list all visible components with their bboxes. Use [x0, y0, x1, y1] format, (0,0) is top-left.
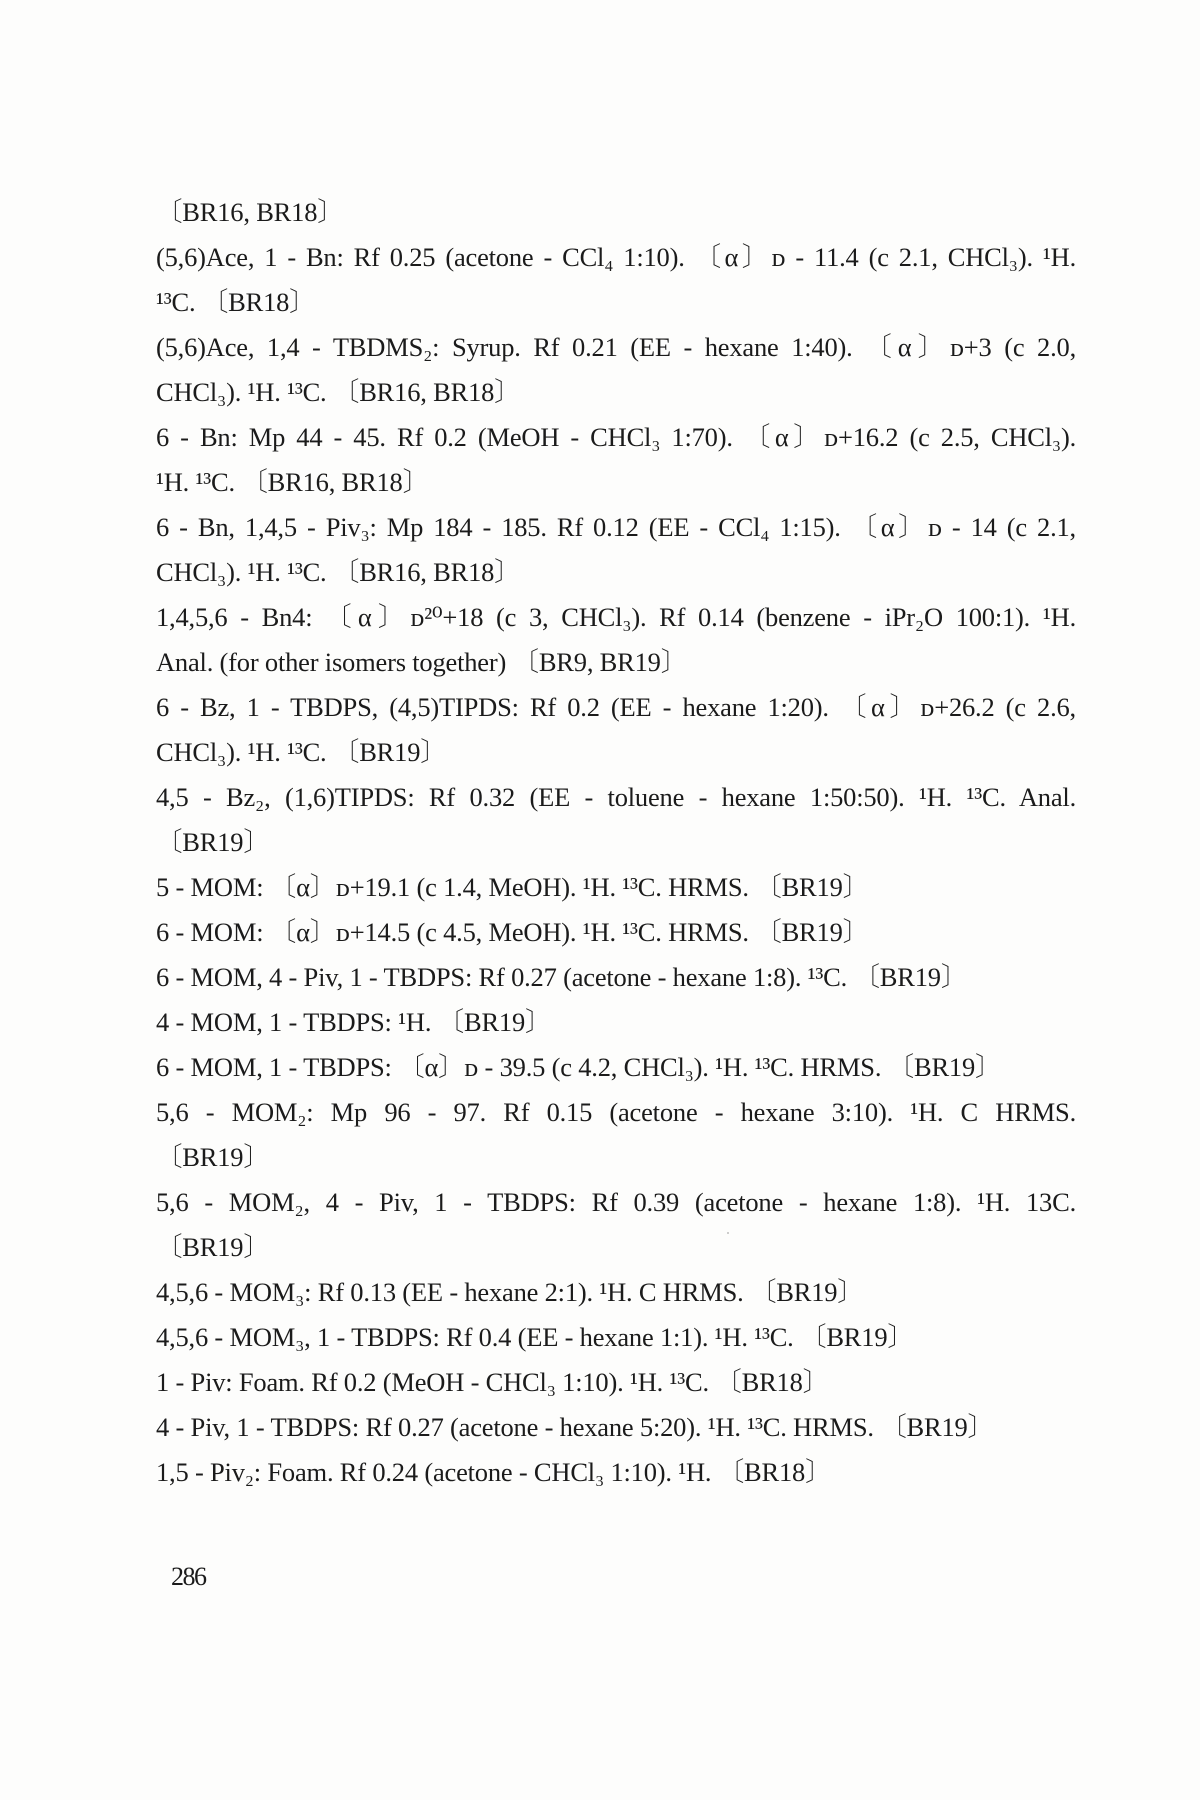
text-line: 1 - Piv: Foam. Rf 0.2 (MeOH - CHCl₃ 1:10). ¹H. ¹³C. 〔BR18〕 — [156, 1367, 829, 1397]
text-line: CHCl₃). ¹H. ¹³C. 〔BR19〕 — [156, 737, 447, 767]
compound-data-list — [156, 190, 1076, 1495]
text-line: 5,6 - MOM₂, 4 - Piv, 1 - TBDPS: Rf 0.39 (acetone - hexane 1:8). ¹H. 13C. — [156, 1187, 1076, 1217]
text-line: 〔BR16, BR18〕 — [156, 197, 344, 227]
text-line: 6 - Bn, 1,4,5 - Piv₃: Mp 184 - 185. Rf 0.12 (EE - CCl₄ 1:15). 〔α〕ᴅ - 14 (c 2.1, — [156, 512, 1076, 542]
text-line: 4,5,6 - MOM₃, 1 - TBDPS: Rf 0.4 (EE - hexane 1:1). ¹H. ¹³C. 〔BR19〕 — [156, 1322, 914, 1352]
text-line: 5,6 - MOM₂: Mp 96 - 97. Rf 0.15 (acetone - hexane 3:10). ¹H. C HRMS. — [156, 1097, 1076, 1127]
text-line: 〔BR19〕 — [156, 1232, 270, 1262]
text-line: 6 - MOM: 〔α〕ᴅ+14.5 (c 4.5, MeOH). ¹H. ¹³C. HRMS. 〔BR19〕 — [156, 917, 869, 947]
text-line: (5,6)Ace, 1 - Bn: Rf 0.25 (acetone - CCl₄ 1:10). 〔α〕ᴅ - 11.4 (c 2.1, CHCl₃). ¹H. — [156, 242, 1076, 272]
text-line: ¹³C. 〔BR18〕 — [156, 287, 316, 317]
text-line: 4,5 - Bz₂, (1,6)TIPDS: Rf 0.32 (EE - toluene - hexane 1:50:50). ¹H. ¹³C. Anal. — [156, 782, 1076, 812]
text-line: 4 - Piv, 1 - TBDPS: Rf 0.27 (acetone - hexane 5:20). ¹H. ¹³C. HRMS. 〔BR19〕 — [156, 1412, 994, 1442]
text-line: 6 - MOM, 4 - Piv, 1 - TBDPS: Rf 0.27 (acetone - hexane 1:8). ¹³C. 〔BR19〕 — [156, 962, 968, 992]
scan-speck — [727, 1232, 729, 1234]
text-line: 〔BR19〕 — [156, 827, 270, 857]
page-number: 286 — [171, 1562, 206, 1591]
text-line: 1,5 - Piv₂: Foam. Rf 0.24 (acetone - CHCl₃ 1:10). ¹H. 〔BR18〕 — [156, 1457, 832, 1487]
text-line: 4 - MOM, 1 - TBDPS: ¹H. 〔BR19〕 — [156, 1007, 552, 1037]
text-line: CHCl₃). ¹H. ¹³C. 〔BR16, BR18〕 — [156, 557, 521, 587]
text-line: Anal. (for other isomers together) 〔BR9, BR19〕 — [156, 647, 688, 677]
text-line: 6 - Bz, 1 - TBDPS, (4,5)TIPDS: Rf 0.2 (EE - hexane 1:20). 〔α〕ᴅ+26.2 (c 2.6, — [156, 692, 1076, 722]
text-line: CHCl₃). ¹H. ¹³C. 〔BR16, BR18〕 — [156, 377, 521, 407]
text-line: 4,5,6 - MOM₃: Rf 0.13 (EE - hexane 2:1). ¹H. C HRMS. 〔BR19〕 — [156, 1277, 864, 1307]
text-line: (5,6)Ace, 1,4 - TBDMS₂: Syrup. Rf 0.21 (EE - hexane 1:40). 〔α〕ᴅ+3 (c 2.0, — [156, 332, 1076, 362]
text-line: 5 - MOM: 〔α〕ᴅ+19.1 (c 1.4, MeOH). ¹H. ¹³C. HRMS. 〔BR19〕 — [156, 872, 869, 902]
text-line: 6 - Bn: Mp 44 - 45. Rf 0.2 (MeOH - CHCl₃ 1:70). 〔α〕ᴅ+16.2 (c 2.5, CHCl₃). — [156, 422, 1076, 452]
text-line: ¹H. ¹³C. 〔BR16, BR18〕 — [156, 467, 429, 497]
text-line: 1,4,5,6 - Bn4: 〔α〕ᴅ²⁰+18 (c 3, CHCl₃). Rf 0.14 (benzene - iPr₂O 100:1). ¹H. — [156, 602, 1076, 632]
text-line: 6 - MOM, 1 - TBDPS: 〔α〕ᴅ - 39.5 (c 4.2, CHCl₃). ¹H. ¹³C. HRMS. 〔BR19〕 — [156, 1052, 1002, 1082]
text-line: 〔BR19〕 — [156, 1142, 270, 1172]
